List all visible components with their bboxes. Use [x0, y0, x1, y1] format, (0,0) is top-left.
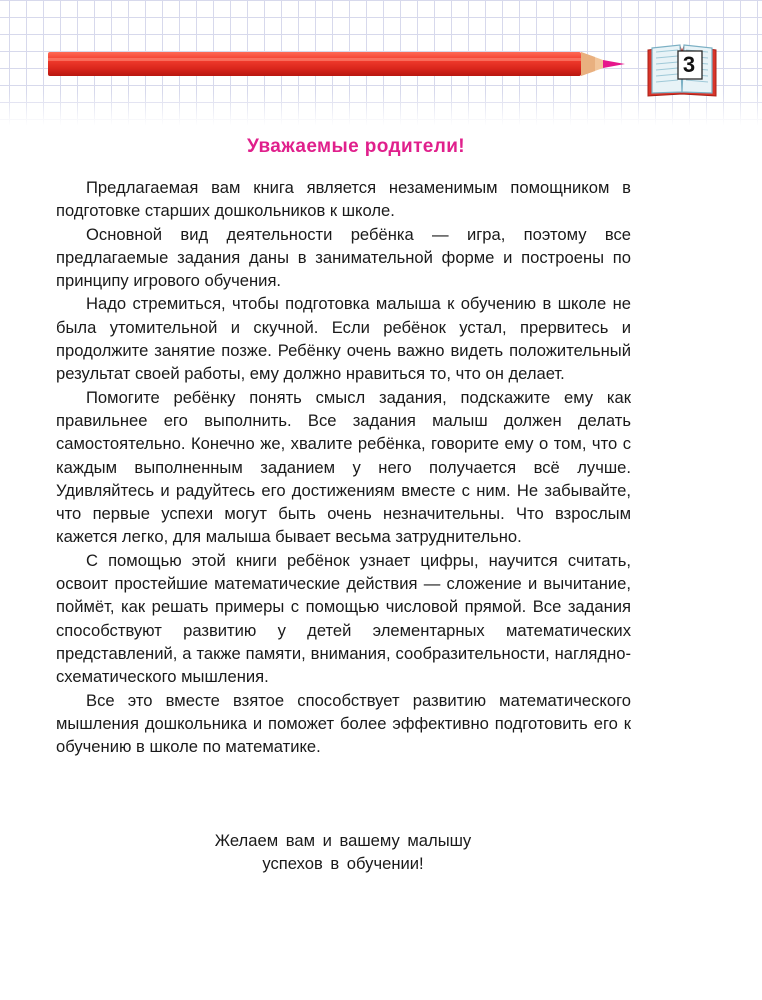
paragraph: Надо стремиться, чтобы подготовка малыша к обучению в школе не была утомительной и скучной. Если ребёнок устал, прервитесь и продолжите занятие позже. Ребёнку очень важно видеть положительный результат своей работы, ему должно нравиться то, что он делает. — [56, 294, 631, 384]
page-title: Уважаемые родители! — [246, 136, 466, 157]
paragraph: Предлагаемая вам книга является незаменимым помощником в подготовке старших дошкольников к школе. — [56, 178, 631, 221]
page-number: 3 — [682, 52, 696, 77]
closing-wish — [150, 829, 536, 876]
body-text — [56, 176, 631, 758]
closing-line: успехов в обучении! — [262, 854, 424, 874]
paragraph: С помощью этой книги ребёнок узнает цифры, научится считать, освоит простейшие математические действия — сложение и вычитание, поймёт, как решать примеры с помощью числовой прямой. Все задания способствуют развитию у детей элементарных математических представлений, а также памяти, внимания, сообразительности, наглядно-схематического мышления. — [56, 550, 631, 687]
paragraph: Основной вид деятельности ребёнка — игра, поэтому все предлагаемые задания даны в занимательной форме и построены по принципу игрового обучения. — [56, 224, 631, 291]
paragraph: Помогите ребёнку понять смысл задания, подскажите ему как правильнее его выполнить. Все задания малыш должен делать самостоятельно. Конечно же, хвалите ребёнка, говорите ему о том, что с каждым выполненным заданием у него получается всё лучше. Удивляйтесь и радуйтесь его достижениям вместе с ним. Не забывайте, что первые успехи могут быть очень незначительны. Что взрослым кажется легко, для малыша бывает весьма затруднительно. — [56, 387, 631, 547]
closing-line: Желаем вам и вашему малышу — [214, 831, 472, 850]
paragraph: Все это вместе взятое способствует развитию математического мышления дошкольника и поможет более эффективно подготовить его к обучению в школе по математике. — [56, 690, 631, 757]
red-pencil-icon — [48, 50, 628, 80]
